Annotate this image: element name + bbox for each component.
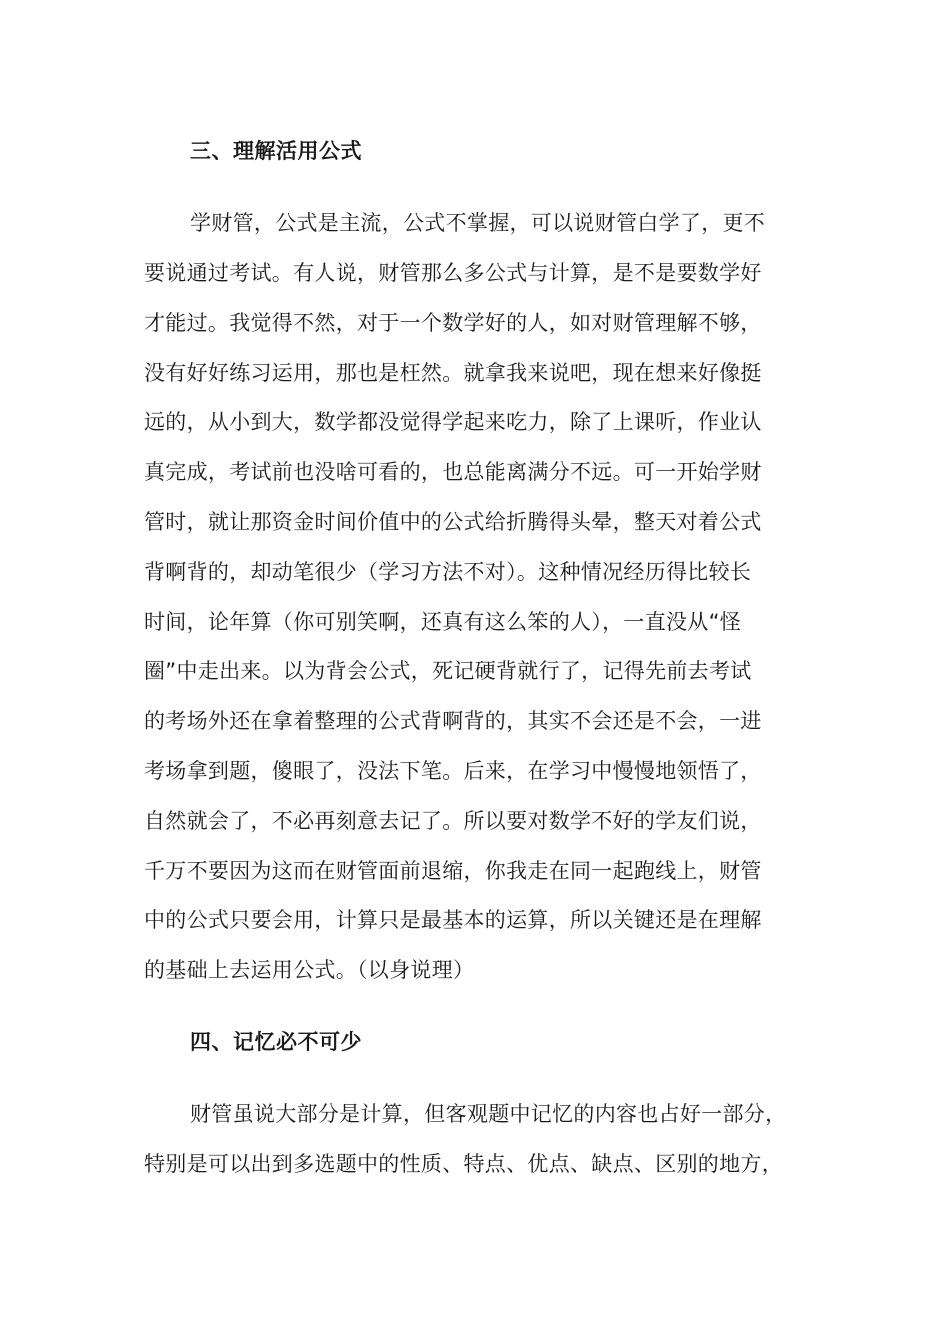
section-3-line: 千万不要因为这而在财管面前退缩，你我走在同一起跑线上，财管 [144, 859, 762, 883]
section-3-line: 没有好好练习运用，那也是枉然。就拿我来说吧，现在想来好像挺 [144, 361, 762, 385]
section-3-line: 中的公式只要会用，计算只是最基本的运算，所以关键还是在理解 [144, 908, 762, 932]
section-3-line: 圈”中走出来。以为背会公式，死记硬背就行了，记得先前去考试 [144, 659, 752, 683]
section-3-line: 管时，就让那资金时间价值中的公式给折腾得头晕，整天对着公式 [144, 510, 762, 534]
section-3-line: 才能过。我觉得不然，对于一个数学好的人，如对财管理解不够， [144, 311, 762, 335]
section-3-line: 的基础上去运用公式。（以身说理） [144, 958, 475, 982]
section-3-line: 的考场外还在拿着整理的公式背啊背的，其实不会还是不会，一进 [144, 709, 762, 733]
section-3-line: 背啊背的，却动笔很少（学习方法不对）。这种情况经历得比较长 [144, 560, 752, 584]
section-3-line: 要说通过考试。有人说，财管那么多公式与计算，是不是要数学好 [144, 261, 762, 285]
section-4-line: 财管虽说大部分是计算，但客观题中记忆的内容也占好一部分， [190, 1102, 787, 1126]
section-3-line: 学财管，公式是主流，公式不掌握，可以说财管白学了，更不 [190, 211, 766, 235]
section-3-line: 远的，从小到大，数学都没觉得学起来吃力，除了上课听，作业认 [144, 410, 762, 434]
section-3-line: 时间，论年算（你可别笑啊，还真有这么笨的人），一直没从“怪 [144, 610, 742, 634]
section-3-line: 自然就会了，不必再刻意去记了。所以要对数学不好的学友们说， [144, 809, 762, 833]
section-3-heading: 三、理解活用公式 [190, 139, 362, 163]
section-4-line: 特别是可以出到多选题中的性质、特点、优点、缺点、区别的地方， [144, 1152, 783, 1176]
section-3-line: 考场拿到题，傻眼了，没法下笔。后来，在学习中慢慢地领悟了， [144, 759, 762, 783]
section-4-heading: 四、记忆必不可少 [190, 1030, 362, 1054]
section-3-line: 真完成，考试前也没啥可看的，也总能离满分不远。可一开始学财 [144, 460, 762, 484]
